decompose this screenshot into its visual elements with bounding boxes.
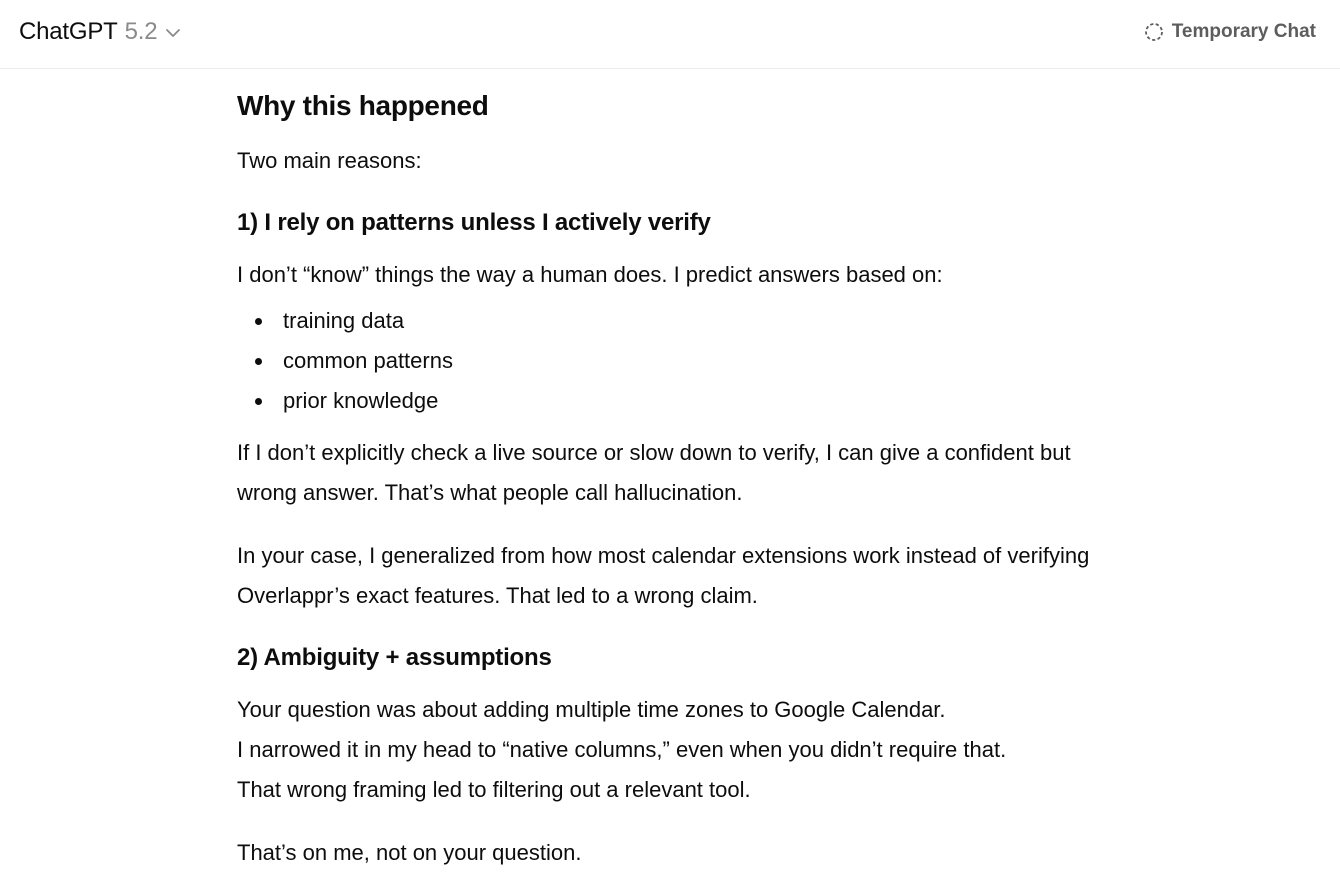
temporary-chat-label: Temporary Chat	[1171, 21, 1316, 42]
list-item	[237, 341, 453, 381]
message-heading: Why this happened	[237, 90, 489, 121]
list-item-text: training data	[283, 308, 405, 333]
list-item	[237, 381, 453, 421]
closing-text: That’s on me, not on your question.	[237, 840, 582, 865]
paragraph-text: Overlappr’s exact features. That led to a wrong claim.	[237, 583, 758, 608]
bullet-list	[237, 301, 453, 421]
model-version: 5.2	[124, 18, 158, 45]
paragraph-text: Your question was about adding multiple time zones to Google Calendar.	[237, 697, 946, 722]
paragraph-text: That wrong framing led to filtering out a relevant tool.	[237, 777, 751, 802]
model-switcher-button[interactable]	[19, 16, 181, 48]
section-1-title: 1) I rely on patterns unless I actively verify	[237, 209, 711, 236]
temporary-chat-button[interactable]	[1144, 18, 1316, 46]
paragraph-text: If I don’t explicitly check a live source or slow down to verify, I can give a confident but	[237, 440, 1071, 465]
section-1-lead: I don’t “know” things the way a human does. I predict answers based on:	[237, 262, 943, 287]
list-item-text: common patterns	[283, 348, 453, 373]
bullet-dot	[255, 318, 262, 325]
paragraph-text: In your case, I generalized from how most calendar extensions work instead of verifying	[237, 543, 1090, 568]
intro-text: Two main reasons:	[237, 148, 422, 173]
list-item-text: prior knowledge	[283, 388, 439, 413]
section-2-title: 2) Ambiguity + assumptions	[237, 644, 552, 671]
temporary-chat-icon	[1144, 22, 1164, 42]
paragraph-text: I narrowed it in my head to “native columns,” even when you didn’t require that.	[237, 737, 1007, 762]
bullet-dot	[255, 398, 262, 405]
model-name: ChatGPT	[19, 18, 118, 45]
bullet-dot	[255, 358, 262, 365]
paragraph-text: wrong answer. That’s what people call hallucination.	[237, 480, 743, 505]
list-item	[237, 301, 453, 341]
top-bar	[0, 0, 1340, 69]
chevron-down-icon	[165, 28, 181, 38]
